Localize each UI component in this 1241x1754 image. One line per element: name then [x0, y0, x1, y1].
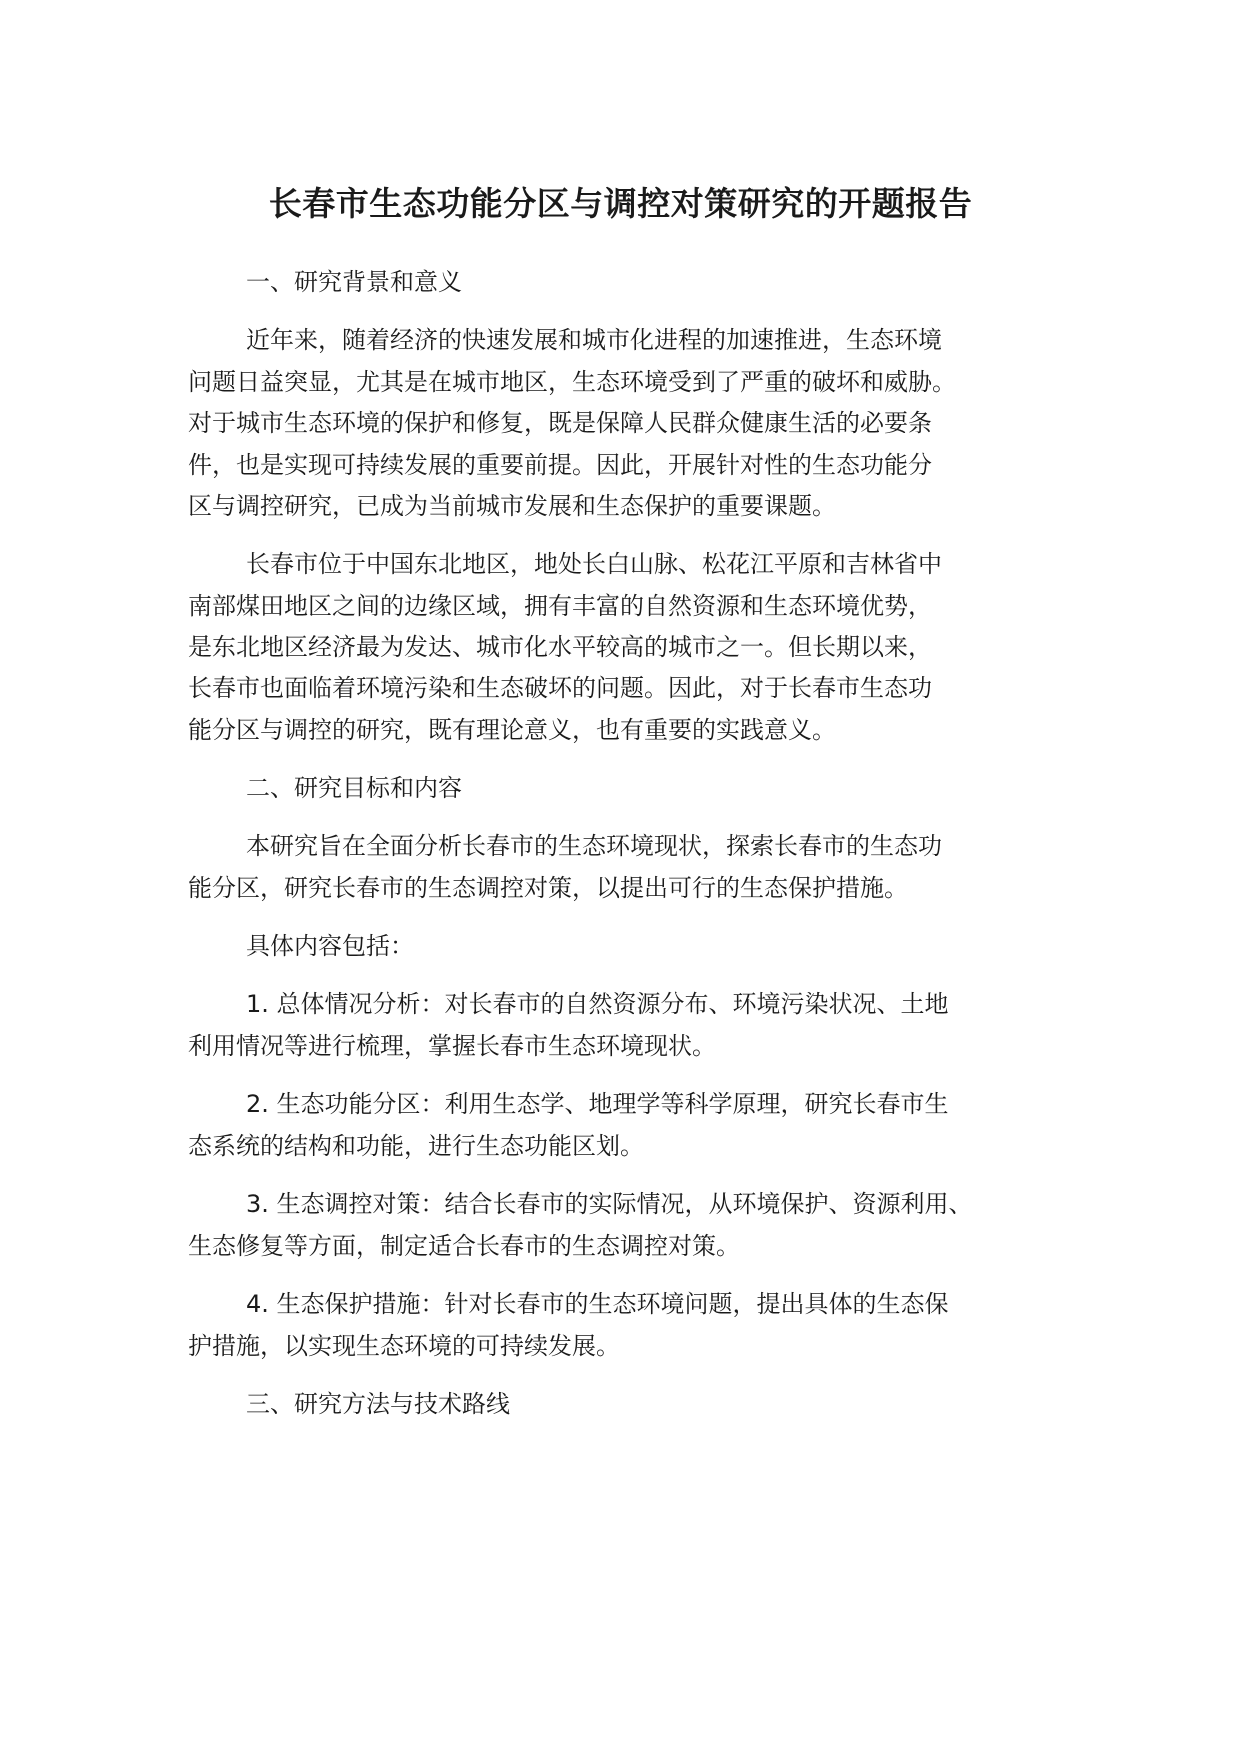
- list-item-line: 生态修复等方面，制定适合长春市的生态调控对策。: [188, 1232, 740, 1260]
- list-item-line: 3. 生态调控对策：结合长春市的实际情况，从环境保护、资源利用、: [246, 1190, 973, 1218]
- paragraph-line: 能分区与调控的研究，既有理论意义，也有重要的实践意义。: [188, 716, 836, 744]
- section-heading-1: 一、研究背景和意义: [246, 268, 462, 296]
- paragraph-line: 问题日益突显，尤其是在城市地区，生态环境受到了严重的破坏和威胁。: [188, 368, 956, 396]
- document-title: 长春市生态功能分区与调控对策研究的开题报告: [268, 184, 973, 223]
- section-heading-2: 二、研究目标和内容: [246, 774, 462, 802]
- list-item-line: 利用情况等进行梳理，掌握长春市生态环境现状。: [188, 1032, 716, 1060]
- paragraph-line: 本研究旨在全面分析长春市的生态环境现状，探索长春市的生态功: [246, 832, 942, 860]
- list-item-line: 4. 生态保护措施：针对长春市的生态环境问题，提出具体的生态保: [246, 1290, 949, 1318]
- list-item-line: 护措施，以实现生态环境的可持续发展。: [188, 1332, 620, 1360]
- paragraph-line: 长春市位于中国东北地区，地处长白山脉、松花江平原和吉林省中: [246, 550, 942, 578]
- paragraph-line: 能分区，研究长春市的生态调控对策，以提出可行的生态保护措施。: [188, 874, 908, 902]
- list-item-line: 态系统的结构和功能，进行生态功能区划。: [188, 1132, 644, 1160]
- list-item-line: 2. 生态功能分区：利用生态学、地理学等科学原理，研究长春市生: [246, 1090, 949, 1118]
- section-heading-3: 三、研究方法与技术路线: [246, 1390, 510, 1418]
- paragraph-line: 对于城市生态环境的保护和修复，既是保障人民群众健康生活的必要条: [188, 409, 932, 437]
- paragraph-line: 是东北地区经济最为发达、城市化水平较高的城市之一。但长期以来，: [188, 633, 932, 661]
- paragraph-line: 具体内容包括：: [246, 932, 414, 960]
- list-item-line: 1. 总体情况分析：对长春市的自然资源分布、环境污染状况、土地: [246, 990, 949, 1018]
- paragraph-line: 长春市也面临着环境污染和生态破坏的问题。因此，对于长春市生态功: [188, 674, 932, 702]
- paragraph-line: 南部煤田地区之间的边缘区域，拥有丰富的自然资源和生态环境优势，: [188, 592, 932, 620]
- paragraph-line: 近年来，随着经济的快速发展和城市化进程的加速推进，生态环境: [246, 326, 942, 354]
- paragraph-line: 件，也是实现可持续发展的重要前提。因此，开展针对性的生态功能分: [188, 451, 932, 479]
- paragraph-line: 区与调控研究，已成为当前城市发展和生态保护的重要课题。: [188, 492, 836, 520]
